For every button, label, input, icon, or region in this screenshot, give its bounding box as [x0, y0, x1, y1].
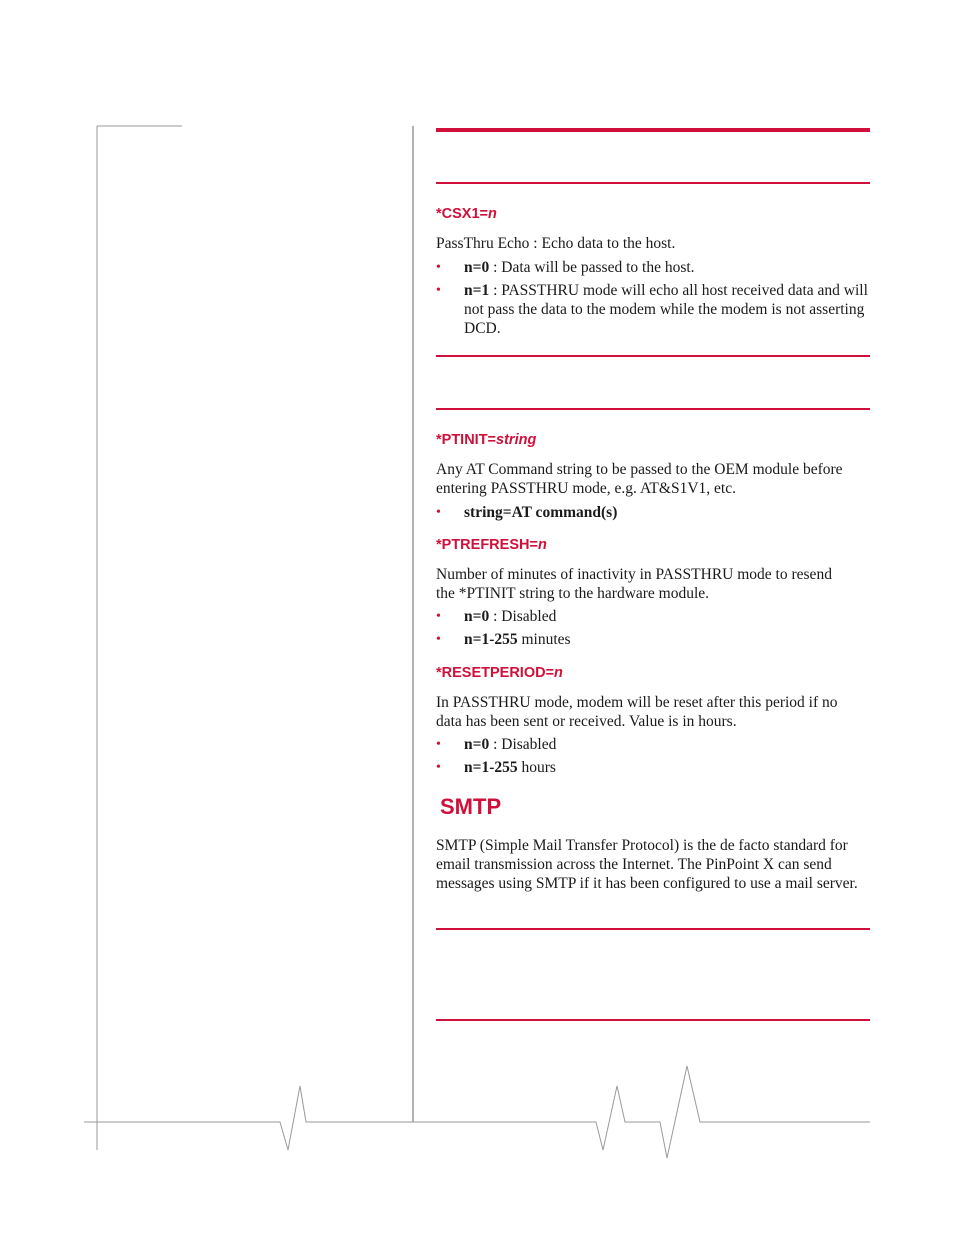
footer-waveform-line [84, 1066, 870, 1158]
command-heading-ptrefresh: *PTREFRESH=n [436, 537, 547, 553]
bullet-icon: • [436, 505, 441, 520]
bullet-icon: • [436, 260, 441, 275]
command-heading-csx1: *CSX1=n [436, 206, 497, 222]
bullet-icon: • [436, 760, 441, 775]
red-rule [436, 928, 870, 930]
command-description: Any AT Command string to be passed to the OEM module before entering PASSTHRU mode, e.g. AT&S1V1, etc. [436, 461, 843, 497]
bullet-icon: • [436, 632, 441, 647]
list-item: • string=AT command(s) [436, 504, 618, 521]
command-description: In PASSTHRU mode, modem will be reset after this period if no data has been sent or received. Value is in hours. [436, 694, 838, 730]
bullet-icon: • [436, 283, 441, 298]
red-rule [436, 1019, 870, 1021]
red-rule-top [436, 128, 870, 132]
list-item: • n=0 : Disabled [436, 736, 557, 753]
red-rule [436, 408, 870, 410]
command-description: PassThru Echo : Echo data to the host. [436, 235, 676, 252]
bullet-icon: • [436, 737, 441, 752]
list-item: • n=1 : PASSTHRU mode will echo all host received data and will not pass the data to the modem while the modem is not asserting DCD. [436, 282, 868, 337]
list-item: • n=0 : Data will be passed to the host. [436, 259, 695, 276]
list-item: • n=1-255 minutes [436, 631, 571, 648]
section-description: SMTP (Simple Mail Transfer Protocol) is the de facto standard for email transmission across the Internet. The PinPoint X can send messages using SMTP if it has been configured to use a mail server. [436, 837, 858, 892]
command-heading-resetperiod: *RESETPERIOD=n [436, 665, 563, 681]
list-item: • n=0 : Disabled [436, 608, 557, 625]
section-title-smtp: SMTP [440, 794, 502, 819]
command-description: Number of minutes of inactivity in PASSTHRU mode to resend the *PTINIT string to the hardware module. [436, 566, 832, 602]
command-heading-ptinit: *PTINIT=string [436, 432, 537, 448]
bullet-icon: • [436, 609, 441, 624]
red-rule [436, 182, 870, 184]
list-item: • n=1-255 hours [436, 759, 556, 776]
red-rule [436, 355, 870, 357]
